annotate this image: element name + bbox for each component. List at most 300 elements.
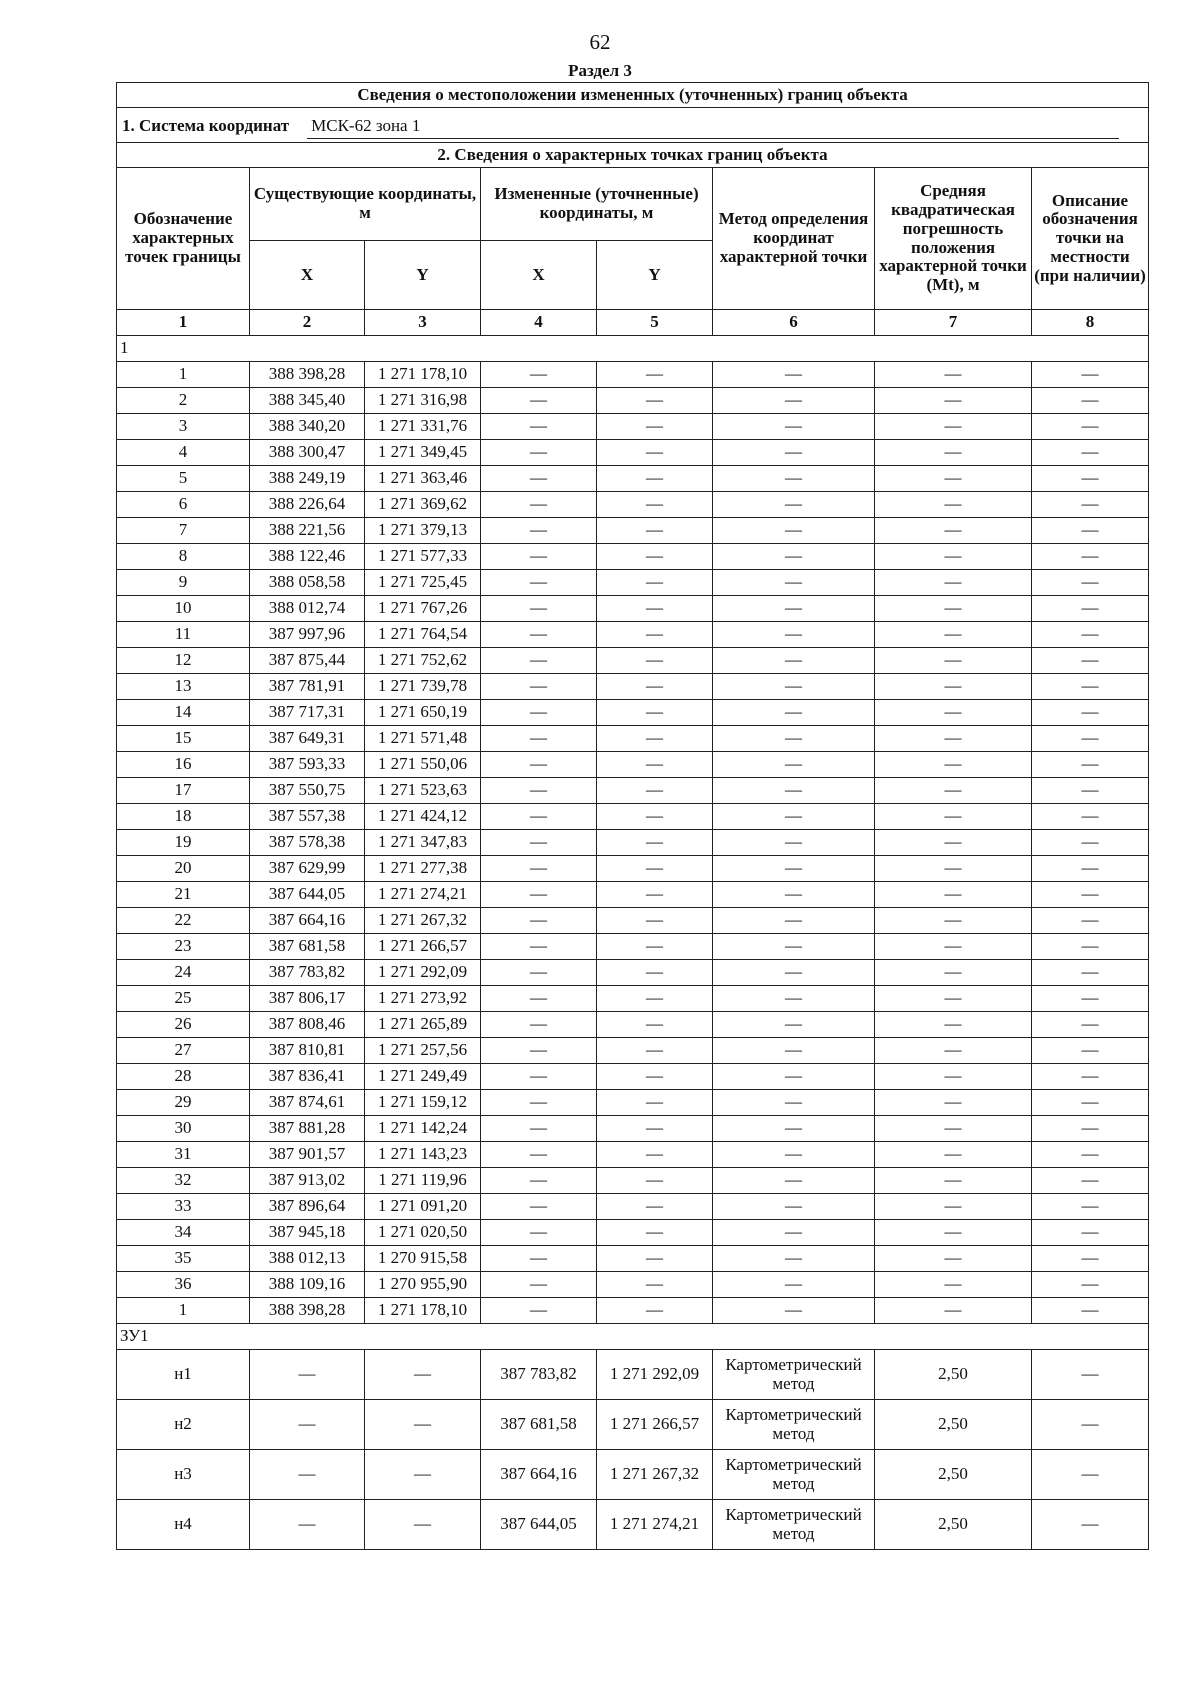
table-title-row <box>117 83 1149 108</box>
existing-y: 1 271 292,09 <box>365 960 481 986</box>
method: — <box>713 1168 875 1194</box>
changed-x: 387 783,82 <box>481 1350 597 1400</box>
description: — <box>1032 752 1149 778</box>
existing-y: 1 271 739,78 <box>365 674 481 700</box>
existing-y: 1 271 577,33 <box>365 544 481 570</box>
error: — <box>875 1090 1032 1116</box>
error: — <box>875 934 1032 960</box>
point-designation: 31 <box>117 1142 250 1168</box>
group-header-row <box>117 336 1149 362</box>
description: — <box>1032 1012 1149 1038</box>
table-row <box>117 1246 1149 1272</box>
existing-y: 1 271 424,12 <box>365 804 481 830</box>
point-designation: 6 <box>117 492 250 518</box>
method: — <box>713 1272 875 1298</box>
description: — <box>1032 1194 1149 1220</box>
changed-x: — <box>481 596 597 622</box>
existing-x: 387 896,64 <box>250 1194 365 1220</box>
changed-x: — <box>481 1090 597 1116</box>
existing-x: 388 300,47 <box>250 440 365 466</box>
point-designation: 17 <box>117 778 250 804</box>
changed-y: — <box>597 648 713 674</box>
table-row <box>117 414 1149 440</box>
existing-y: 1 271 523,63 <box>365 778 481 804</box>
changed-y: — <box>597 492 713 518</box>
changed-x: — <box>481 1168 597 1194</box>
point-designation: 36 <box>117 1272 250 1298</box>
existing-x: 387 629,99 <box>250 856 365 882</box>
table-row <box>117 622 1149 648</box>
table-row <box>117 882 1149 908</box>
description: — <box>1032 492 1149 518</box>
changed-x: — <box>481 804 597 830</box>
existing-x: 387 681,58 <box>250 934 365 960</box>
table-row <box>117 778 1149 804</box>
existing-y: 1 271 143,23 <box>365 1142 481 1168</box>
method: — <box>713 726 875 752</box>
point-designation: 26 <box>117 1012 250 1038</box>
point-designation: 34 <box>117 1220 250 1246</box>
table-row <box>117 518 1149 544</box>
existing-y: 1 271 363,46 <box>365 466 481 492</box>
point-designation: 21 <box>117 882 250 908</box>
column-number: 6 <box>713 310 875 336</box>
subsection-title-row <box>117 143 1149 168</box>
error: — <box>875 882 1032 908</box>
error: — <box>875 440 1032 466</box>
method: — <box>713 388 875 414</box>
table-row <box>117 1272 1149 1298</box>
existing-y: 1 271 266,57 <box>365 934 481 960</box>
coord-system-value: МСК-62 зона 1 <box>307 117 1119 139</box>
changed-x: — <box>481 1272 597 1298</box>
existing-x: 387 881,28 <box>250 1116 365 1142</box>
method: — <box>713 1012 875 1038</box>
error: — <box>875 674 1032 700</box>
existing-y: 1 270 955,90 <box>365 1272 481 1298</box>
error: — <box>875 622 1032 648</box>
changed-x: — <box>481 622 597 648</box>
error: — <box>875 1272 1032 1298</box>
page-number: 62 <box>589 30 611 54</box>
existing-y: 1 271 752,62 <box>365 648 481 674</box>
header-existing-x: X <box>250 241 365 310</box>
point-designation: 23 <box>117 934 250 960</box>
method: — <box>713 674 875 700</box>
changed-y: — <box>597 1142 713 1168</box>
existing-x: 387 717,31 <box>250 700 365 726</box>
changed-y: — <box>597 1012 713 1038</box>
table-row <box>117 1350 1149 1400</box>
existing-x: 388 398,28 <box>250 362 365 388</box>
column-numbers-row <box>117 310 1149 336</box>
changed-x: 387 644,05 <box>481 1500 597 1550</box>
changed-x: — <box>481 440 597 466</box>
point-designation: 13 <box>117 674 250 700</box>
existing-x: 387 783,82 <box>250 960 365 986</box>
point-designation: 2 <box>117 388 250 414</box>
section-title: Раздел 3 <box>568 61 632 80</box>
changed-x: — <box>481 388 597 414</box>
changed-x: — <box>481 934 597 960</box>
table-row <box>117 1064 1149 1090</box>
changed-y: — <box>597 570 713 596</box>
changed-y: — <box>597 466 713 492</box>
changed-y: — <box>597 518 713 544</box>
changed-x: 387 664,16 <box>481 1450 597 1500</box>
existing-y: 1 271 571,48 <box>365 726 481 752</box>
changed-y: — <box>597 1298 713 1324</box>
changed-x: — <box>481 856 597 882</box>
existing-y: 1 271 273,92 <box>365 986 481 1012</box>
error: — <box>875 752 1032 778</box>
description: — <box>1032 908 1149 934</box>
description: — <box>1032 622 1149 648</box>
method: — <box>713 1038 875 1064</box>
changed-x: — <box>481 362 597 388</box>
method: — <box>713 1246 875 1272</box>
method: — <box>713 908 875 934</box>
point-designation: 12 <box>117 648 250 674</box>
description: — <box>1032 1064 1149 1090</box>
point-designation: 14 <box>117 700 250 726</box>
existing-y: 1 271 178,10 <box>365 1298 481 1324</box>
existing-y: 1 271 316,98 <box>365 388 481 414</box>
existing-x: 387 781,91 <box>250 674 365 700</box>
error: — <box>875 908 1032 934</box>
coord-system-label: 1. Система координат <box>122 116 290 136</box>
existing-y: — <box>365 1350 481 1400</box>
table-row <box>117 440 1149 466</box>
existing-y: 1 271 347,83 <box>365 830 481 856</box>
error: — <box>875 1220 1032 1246</box>
description: — <box>1032 518 1149 544</box>
changed-x: — <box>481 752 597 778</box>
error: — <box>875 830 1032 856</box>
description: — <box>1032 596 1149 622</box>
column-number: 7 <box>875 310 1032 336</box>
description: — <box>1032 466 1149 492</box>
method: — <box>713 1090 875 1116</box>
error: — <box>875 700 1032 726</box>
table-row <box>117 960 1149 986</box>
point-designation: н2 <box>117 1400 250 1450</box>
changed-y: — <box>597 1220 713 1246</box>
changed-x: — <box>481 908 597 934</box>
existing-x: 388 345,40 <box>250 388 365 414</box>
existing-x: 388 340,20 <box>250 414 365 440</box>
existing-y: 1 271 277,38 <box>365 856 481 882</box>
error: — <box>875 1298 1032 1324</box>
existing-x: 387 578,38 <box>250 830 365 856</box>
table-row <box>117 648 1149 674</box>
point-designation: 24 <box>117 960 250 986</box>
column-number: 8 <box>1032 310 1149 336</box>
existing-y: 1 271 142,24 <box>365 1116 481 1142</box>
table-row <box>117 908 1149 934</box>
description: — <box>1032 1168 1149 1194</box>
point-designation: н1 <box>117 1350 250 1400</box>
point-designation: 18 <box>117 804 250 830</box>
description: — <box>1032 778 1149 804</box>
header-error: Средняя квадратическая погрешность положения характерной точки (Mt), м <box>875 168 1032 310</box>
table-row <box>117 1450 1149 1500</box>
method: — <box>713 1064 875 1090</box>
existing-y: 1 271 159,12 <box>365 1090 481 1116</box>
table-row <box>117 596 1149 622</box>
method: Картометрический метод <box>713 1450 875 1500</box>
existing-x: 387 875,44 <box>250 648 365 674</box>
changed-y: — <box>597 1168 713 1194</box>
error: — <box>875 1038 1032 1064</box>
existing-x: — <box>250 1450 365 1500</box>
changed-y: — <box>597 700 713 726</box>
changed-y: — <box>597 388 713 414</box>
point-designation: 27 <box>117 1038 250 1064</box>
changed-y: 1 271 266,57 <box>597 1400 713 1450</box>
changed-y: — <box>597 1194 713 1220</box>
error: — <box>875 1194 1032 1220</box>
group-label: ЗУ1 <box>117 1324 1149 1350</box>
header-existing-coords: Существующие координаты, м <box>250 168 481 241</box>
error: — <box>875 804 1032 830</box>
table-row <box>117 674 1149 700</box>
description: — <box>1032 726 1149 752</box>
column-number: 3 <box>365 310 481 336</box>
table-row <box>117 362 1149 388</box>
changed-y: — <box>597 414 713 440</box>
table-row <box>117 1400 1149 1450</box>
existing-x: 387 836,41 <box>250 1064 365 1090</box>
changed-y: — <box>597 804 713 830</box>
table-row <box>117 1116 1149 1142</box>
existing-x: — <box>250 1400 365 1450</box>
error: — <box>875 1246 1032 1272</box>
description: — <box>1032 1116 1149 1142</box>
existing-y: 1 271 379,13 <box>365 518 481 544</box>
existing-y: 1 271 274,21 <box>365 882 481 908</box>
description: — <box>1032 1142 1149 1168</box>
changed-x: — <box>481 492 597 518</box>
changed-x: — <box>481 674 597 700</box>
table-row <box>117 1298 1149 1324</box>
existing-x: 387 550,75 <box>250 778 365 804</box>
existing-y: — <box>365 1500 481 1550</box>
existing-x: 388 058,58 <box>250 570 365 596</box>
table-title: Сведения о местоположении измененных (уточненных) границ объекта <box>117 83 1149 108</box>
existing-x: 388 226,64 <box>250 492 365 518</box>
point-designation: 16 <box>117 752 250 778</box>
method: — <box>713 570 875 596</box>
table-row <box>117 492 1149 518</box>
description: — <box>1032 1500 1149 1550</box>
method: — <box>713 934 875 960</box>
group-label: 1 <box>117 336 1149 362</box>
changed-x: — <box>481 700 597 726</box>
error: — <box>875 414 1032 440</box>
changed-y: — <box>597 1090 713 1116</box>
description: — <box>1032 1298 1149 1324</box>
description: — <box>1032 570 1149 596</box>
error: — <box>875 466 1032 492</box>
existing-x: — <box>250 1350 365 1400</box>
error: — <box>875 518 1032 544</box>
changed-x: — <box>481 414 597 440</box>
description: — <box>1032 934 1149 960</box>
method: — <box>713 622 875 648</box>
changed-x: — <box>481 1064 597 1090</box>
existing-x: 387 810,81 <box>250 1038 365 1064</box>
error: — <box>875 388 1032 414</box>
header-method: Метод определения координат характерной точки <box>713 168 875 310</box>
description: — <box>1032 648 1149 674</box>
coord-system-row <box>117 108 1149 143</box>
table-row <box>117 934 1149 960</box>
changed-x: — <box>481 1298 597 1324</box>
point-designation: 10 <box>117 596 250 622</box>
changed-y: — <box>597 674 713 700</box>
changed-x: — <box>481 1194 597 1220</box>
table-row <box>117 466 1149 492</box>
method: — <box>713 466 875 492</box>
table-row <box>117 1500 1149 1550</box>
changed-y: — <box>597 986 713 1012</box>
method: — <box>713 830 875 856</box>
method: — <box>713 518 875 544</box>
point-designation: 22 <box>117 908 250 934</box>
existing-y: 1 271 178,10 <box>365 362 481 388</box>
error: 2,50 <box>875 1400 1032 1450</box>
error: — <box>875 1116 1032 1142</box>
method: — <box>713 1116 875 1142</box>
existing-x: 388 398,28 <box>250 1298 365 1324</box>
description: — <box>1032 1450 1149 1500</box>
header-changed-x: X <box>481 241 597 310</box>
existing-y: — <box>365 1450 481 1500</box>
error: — <box>875 1168 1032 1194</box>
table-row <box>117 700 1149 726</box>
method: — <box>713 648 875 674</box>
existing-x: 388 012,74 <box>250 596 365 622</box>
method: — <box>713 986 875 1012</box>
method: Картометрический метод <box>713 1400 875 1450</box>
changed-y: — <box>597 1064 713 1090</box>
header-row <box>117 168 1149 241</box>
changed-y: — <box>597 1038 713 1064</box>
changed-x: — <box>481 726 597 752</box>
method: Картометрический метод <box>713 1500 875 1550</box>
header-changed-y: Y <box>597 241 713 310</box>
description: — <box>1032 440 1149 466</box>
changed-y: — <box>597 622 713 648</box>
method: — <box>713 596 875 622</box>
description: — <box>1032 674 1149 700</box>
method: — <box>713 492 875 518</box>
error: — <box>875 1012 1032 1038</box>
column-number: 4 <box>481 310 597 336</box>
error: 2,50 <box>875 1450 1032 1500</box>
changed-x: — <box>481 466 597 492</box>
table-row <box>117 1090 1149 1116</box>
changed-x: — <box>481 1142 597 1168</box>
changed-x: — <box>481 1116 597 1142</box>
header-designation: Обозначение характерных точек границы <box>117 168 250 310</box>
description: — <box>1032 830 1149 856</box>
existing-y: 1 271 265,89 <box>365 1012 481 1038</box>
point-designation: 28 <box>117 1064 250 1090</box>
description: — <box>1032 1400 1149 1450</box>
method: — <box>713 960 875 986</box>
existing-x: 387 808,46 <box>250 1012 365 1038</box>
changed-x: — <box>481 570 597 596</box>
column-number: 1 <box>117 310 250 336</box>
changed-y: — <box>597 1246 713 1272</box>
existing-y: 1 271 550,06 <box>365 752 481 778</box>
point-designation: 8 <box>117 544 250 570</box>
header-changed-coords: Измененные (уточненные) координаты, м <box>481 168 713 241</box>
existing-y: 1 271 725,45 <box>365 570 481 596</box>
changed-y: — <box>597 934 713 960</box>
changed-y: — <box>597 440 713 466</box>
point-designation: 20 <box>117 856 250 882</box>
table-row <box>117 1220 1149 1246</box>
method: — <box>713 804 875 830</box>
method: — <box>713 414 875 440</box>
method: — <box>713 1142 875 1168</box>
point-designation: 1 <box>117 362 250 388</box>
table-row <box>117 726 1149 752</box>
changed-x: — <box>481 1220 597 1246</box>
changed-x: — <box>481 1246 597 1272</box>
method: — <box>713 700 875 726</box>
point-designation: 11 <box>117 622 250 648</box>
table-row <box>117 1194 1149 1220</box>
point-designation: 5 <box>117 466 250 492</box>
table-row <box>117 986 1149 1012</box>
changed-y: — <box>597 960 713 986</box>
point-designation: 30 <box>117 1116 250 1142</box>
existing-y: 1 271 369,62 <box>365 492 481 518</box>
changed-x: — <box>481 830 597 856</box>
method: — <box>713 752 875 778</box>
changed-x: — <box>481 986 597 1012</box>
subsection-title: 2. Сведения о характерных точках границ объекта <box>117 143 1149 168</box>
changed-y: — <box>597 830 713 856</box>
table-row <box>117 1142 1149 1168</box>
method: — <box>713 882 875 908</box>
existing-y: 1 271 091,20 <box>365 1194 481 1220</box>
error: — <box>875 986 1032 1012</box>
error: — <box>875 570 1032 596</box>
table-row <box>117 804 1149 830</box>
description: — <box>1032 414 1149 440</box>
existing-y: 1 271 249,49 <box>365 1064 481 1090</box>
description: — <box>1032 362 1149 388</box>
existing-y: 1 271 767,26 <box>365 596 481 622</box>
description: — <box>1032 804 1149 830</box>
changed-y: 1 271 274,21 <box>597 1500 713 1550</box>
error: — <box>875 596 1032 622</box>
changed-x: 387 681,58 <box>481 1400 597 1450</box>
existing-x: 388 249,19 <box>250 466 365 492</box>
point-designation: 35 <box>117 1246 250 1272</box>
changed-y: — <box>597 856 713 882</box>
group-header-row <box>117 1324 1149 1350</box>
existing-x: 387 644,05 <box>250 882 365 908</box>
point-designation: 33 <box>117 1194 250 1220</box>
point-designation: н3 <box>117 1450 250 1500</box>
description: — <box>1032 700 1149 726</box>
